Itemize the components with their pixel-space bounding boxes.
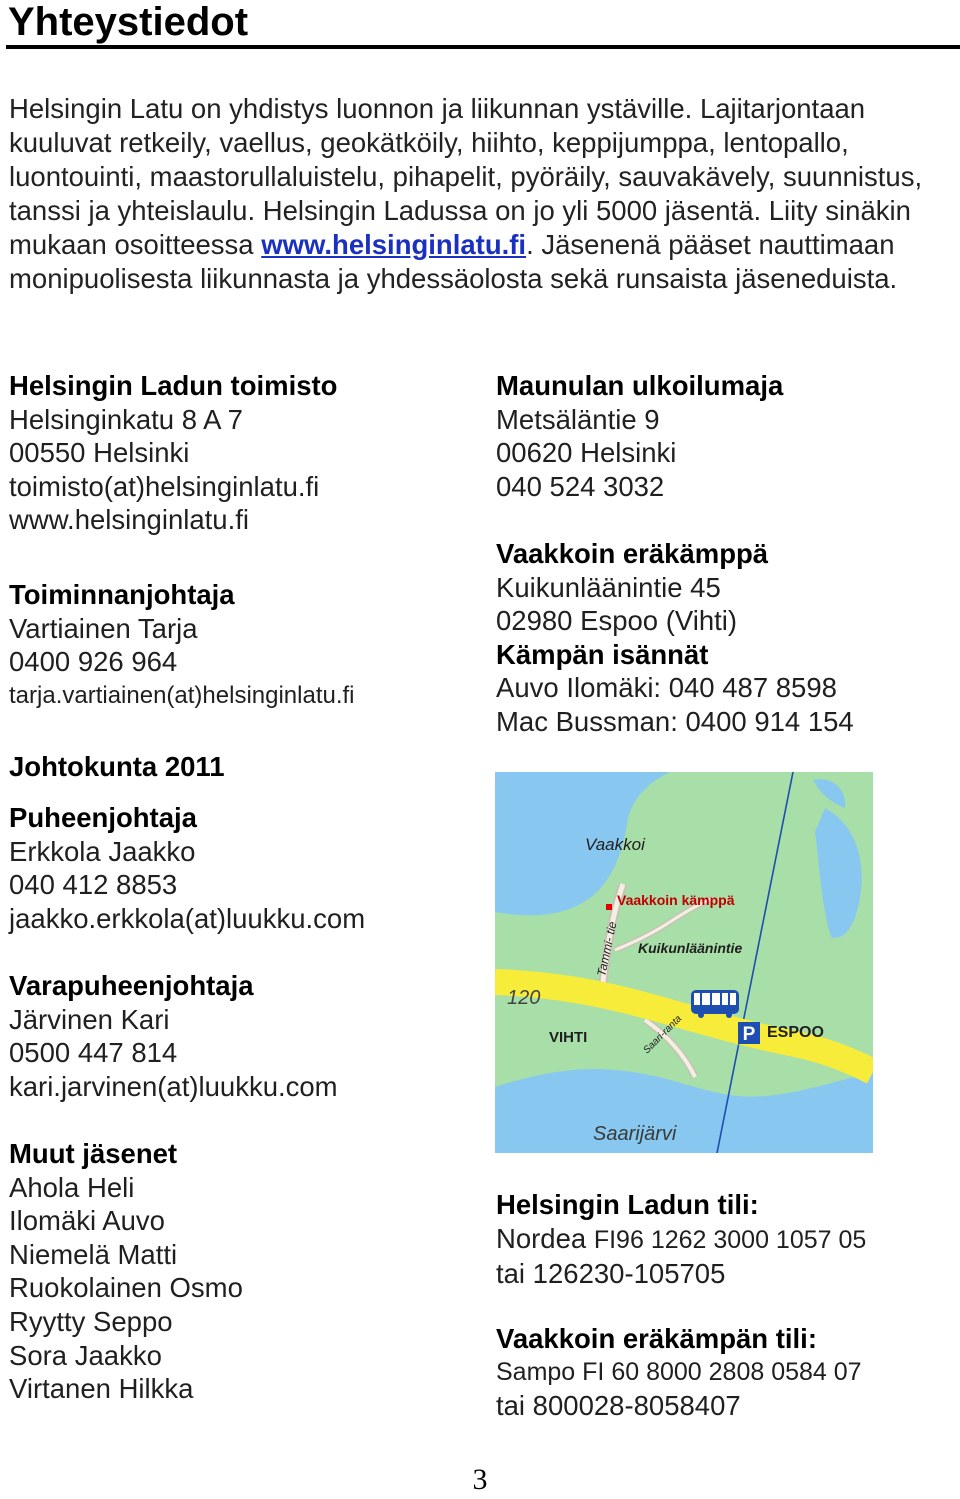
director-name: Vartiainen Tarja: [9, 612, 198, 644]
vice-chair-name: Järvinen Kari: [9, 1003, 170, 1035]
account1-block: [496, 1188, 866, 1291]
map-label-espoo: ESPOO: [767, 1024, 824, 1041]
account2-heading: Vaakkoin eräkämpän tili:: [496, 1323, 817, 1354]
office-website[interactable]: www.helsinginlatu.fi: [9, 504, 249, 536]
office-heading: Helsingin Ladun toimisto: [9, 370, 338, 401]
map-label-small-road: Saari-ranta: [641, 1013, 685, 1057]
member-name: Niemelä Matti: [9, 1238, 178, 1270]
chair-phone: 040 412 8853: [9, 869, 178, 901]
member-name: Ilomäki Auvo: [9, 1205, 165, 1237]
account1-bank: Nordea: [496, 1222, 594, 1254]
map-label-vihti: VIHTI: [549, 1029, 588, 1046]
members-block: [9, 1137, 243, 1406]
host-1: Auvo Ilomäki: 040 487 8598: [496, 672, 837, 704]
member-name: Ahola Heli: [9, 1171, 135, 1203]
member-name: Virtanen Hilkka: [9, 1373, 194, 1405]
map-label-vaakkoi: Vaakkoi: [585, 835, 645, 854]
account2-iban: Sampo FI 60 8000 2808 0584 07: [496, 1357, 862, 1386]
director-phone: 0400 926 964: [9, 646, 178, 678]
vaakkoi-street: Kuikunläänintie 45: [496, 571, 721, 603]
intro-website-link[interactable]: www.helsinginlatu.fi: [261, 229, 527, 260]
host-2: Mac Bussman: 0400 914 154: [496, 705, 854, 737]
cabin-marker-icon: [606, 904, 612, 910]
vice-chair-email[interactable]: kari.jarvinen(at)luukku.com: [9, 1070, 338, 1102]
intro-text-1: Helsingin Latu on yhdistys luonnon ja liikunnan ystäville. Lajitarjontaan kuuluvat retkeily, vaellus, geokätköily, hiihto, keppijumppa, lentopallo, luontouinti, maastorullaluistelu, pihapelit, pyöräily, sauvakävely, suunnistus, tanssi ja yhteislaulu. Helsingin Ladussa on jo yli 5000 jäsentä. Liity sinäkin mukaan osoitteessa: [9, 93, 923, 260]
parking-label: P: [742, 1024, 756, 1045]
vaakkoi-heading: Vaakkoin eräkämppä: [496, 538, 769, 569]
chair-email[interactable]: jaakko.erkkola(at)luukku.com: [9, 902, 366, 934]
office-block: [9, 369, 337, 537]
maunula-block: [496, 369, 783, 503]
map-label-side-road: Tammi- tie: [594, 920, 620, 978]
account1-iban-line: [496, 1222, 866, 1258]
vice-chair-block: [9, 969, 338, 1103]
maunula-street: Metsäläntie 9: [496, 403, 660, 435]
member-name: Ruokolainen Osmo: [9, 1272, 243, 1304]
account1-alt: tai 126230-105705: [496, 1258, 726, 1290]
intro-paragraph: [9, 92, 954, 296]
map-label-street: Kuikunläänintie: [638, 940, 743, 956]
account1-iban: FI96 1262 3000 1057 05: [593, 1225, 867, 1254]
chair-name: Erkkola Jaakko: [9, 835, 196, 867]
board-block: [9, 750, 225, 784]
map-label-cabin: Vaakkoin kämppä: [617, 892, 735, 908]
office-city: 00550 Helsinki: [9, 437, 190, 469]
account2-alt: tai 800028-8058407: [496, 1390, 741, 1422]
vice-chair-phone: 0500 447 814: [9, 1037, 178, 1069]
member-name: Ryytty Seppo: [9, 1305, 173, 1337]
director-email[interactable]: tarja.vartiainen(at)helsinginlatu.fi: [9, 681, 355, 709]
vaakkoi-city: 02980 Espoo (Vihti): [496, 605, 738, 637]
director-block: [9, 578, 355, 712]
members-heading: Muut jäsenet: [9, 1138, 178, 1169]
vice-chair-heading: Varapuheenjohtaja: [9, 970, 254, 1001]
chair-block: [9, 801, 365, 935]
map-label-saarijarvi: Saarijärvi: [593, 1123, 677, 1145]
bus-icon: [691, 990, 739, 1018]
intro-text-2: . Jäsenenä pääset nauttimaan monipuolisesta liikunnasta ja yhdessäolosta sekä runsaista jäseneduista.: [9, 229, 898, 294]
map-label-road-number: 120: [507, 987, 541, 1009]
page-number: 3: [472, 1463, 488, 1496]
title-divider: [6, 45, 960, 49]
account1-heading: Helsingin Ladun tili:: [496, 1189, 759, 1220]
maunula-heading: Maunulan ulkoilumaja: [496, 370, 784, 401]
vaakkoi-block: [496, 537, 854, 739]
page-title: Yhteystiedot: [8, 0, 249, 44]
maunula-phone: 040 524 3032: [496, 470, 665, 502]
office-street: Helsinginkatu 8 A 7: [9, 403, 243, 435]
director-heading: Toiminnanjohtaja: [9, 579, 235, 610]
maunula-city: 00620 Helsinki: [496, 437, 677, 469]
chair-heading: Puheenjohtaja: [9, 802, 197, 833]
office-email[interactable]: toimisto(at)helsinginlatu.fi: [9, 470, 320, 502]
hosts-heading: Kämpän isännät: [496, 638, 709, 670]
account2-block: [496, 1322, 862, 1423]
location-map: [495, 772, 873, 1153]
board-heading: Johtokunta 2011: [9, 751, 225, 782]
parking-icon: [738, 1022, 760, 1045]
member-name: Sora Jaakko: [9, 1339, 162, 1371]
